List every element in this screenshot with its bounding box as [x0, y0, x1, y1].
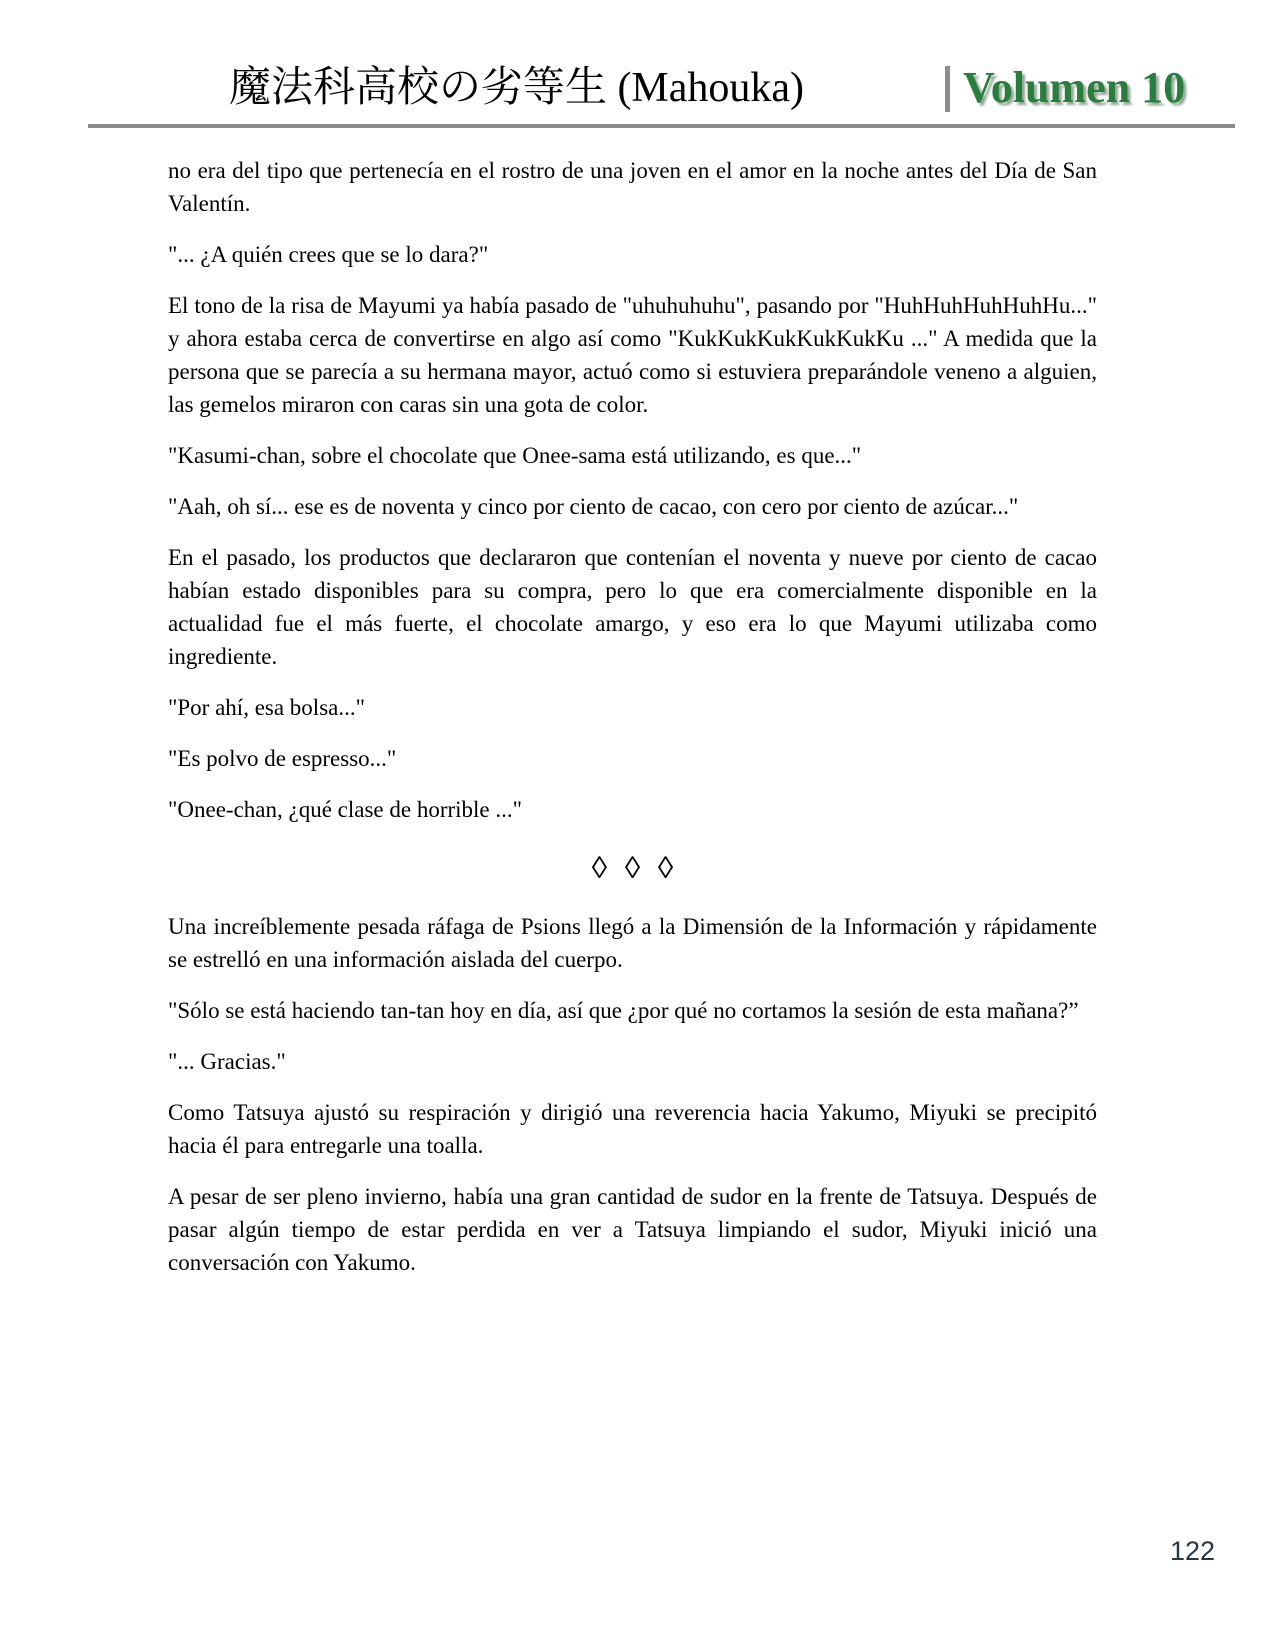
body-paragraph: "... ¿A quién crees que se lo dara?" — [168, 242, 489, 268]
body-paragraph: "Onee-chan, ¿qué clase de horrible ..." — [168, 797, 523, 823]
page-number: 122 — [1169, 1536, 1215, 1566]
body-paragraph: A pesar de ser pleno invierno, había una gran cantidad de sudor en la frente de Tatsuya. Después de pasar algún tiempo de estar perdida en ver a Tatsuya limpiando el sudor, Miyuki inició una conversación con Yakumo. — [168, 1184, 1097, 1276]
body-paragraph: El tono de la risa de Mayumi ya había pasado de "uhuhuhuhu", pasando por "HuhHuhHuhHuhHu..." y ahora estaba cerca de convertirse en algo así como "KukKukKukKukKukKu ..." A medida que la persona que se parecía a su hermana mayor, actuó como si estuviera preparándole veneno a alguien, las gemelos miraron con caras sin una gota de color. — [168, 293, 1097, 418]
header-title-cell — [88, 64, 945, 112]
document-title: 魔法科高校の劣等生 (Mahouka) — [228, 65, 805, 112]
body-paragraph: "... Gracias." — [168, 1049, 286, 1075]
body-paragraph: Una increíblemente pesada ráfaga de Psions llegó a la Dimensión de la Información y rápidamente se estrelló en una información aislada del cuerpo. — [168, 914, 1097, 973]
header-volume-cell — [950, 64, 1235, 112]
page-header — [88, 64, 1235, 128]
body-paragraph: "Por ahí, esa bolsa..." — [168, 695, 365, 721]
scene-break-diamonds: ◊ ◊ ◊ — [591, 850, 674, 886]
volume-label: Volumen 10 — [963, 63, 1186, 112]
body-paragraph: Como Tatsuya ajustó su respiración y dirigió una reverencia hacia Yakumo, Miyuki se precipitó hacia él para entregarle una toalla. — [168, 1100, 1097, 1159]
body-text — [168, 154, 1097, 1279]
body-paragraph: "Kasumi-chan, sobre el chocolate que Onee-sama está utilizando, es que..." — [168, 443, 862, 469]
body-paragraph: "Sólo se está haciendo tan-tan hoy en día, así que ¿por qué no cortamos la sesión de esta mañana?” — [168, 998, 1079, 1024]
body-paragraph: En el pasado, los productos que declararon que contenían el noventa y nueve por ciento de cacao habían estado disponibles para su compra, pero lo que era comercialmente disponible en la actualidad fue el más fuerte, el chocolate amargo, y eso era lo que Mayumi utilizaba como ingrediente. — [168, 545, 1097, 670]
body-paragraph: "Es polvo de espresso..." — [168, 746, 397, 772]
body-paragraph: no era del tipo que pertenecía en el rostro de una joven en el amor en la noche antes del Día de San Valentín. — [168, 158, 1097, 217]
body-paragraph: "Aah, oh sí... ese es de noventa y cinco por ciento de cacao, con cero por ciento de azúcar..." — [168, 494, 1019, 520]
